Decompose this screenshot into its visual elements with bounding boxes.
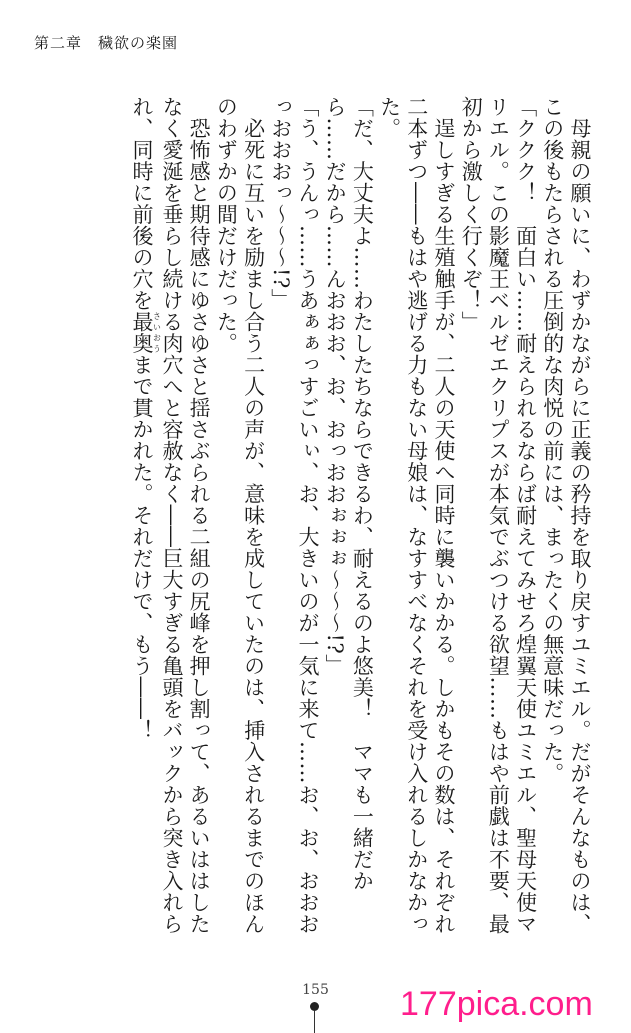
watermark-logo: 177pica.com <box>400 985 593 1023</box>
paragraph: 「ククク！ 面白い……耐えられるならば耐えてみせろ煌翼天使ユミエル、聖母天使マリエル。この影魔王ベルゼエクリプスが本気でぶつける欲望……もはや前戯は不要、最初から激しく行くぞ！」 <box>459 96 538 935</box>
paragraph: 母親の願いに、わずかながらに正義の矜持を取り戻すユミエル。だがそんなものは、この後もたらされる圧倒的な肉悦の前には、まったくの無意味だった。 <box>540 96 592 935</box>
chapter-header: 第二章 穢欲の楽園 <box>34 34 179 52</box>
paragraph: 必死に互いを励まし合う二人の声が、意味を成していたのは、挿入されるまでのほんのわずかの間だけだった。 <box>214 96 266 935</box>
page-marker-dot <box>310 1002 319 1011</box>
paragraph: 逞しすぎる生殖触手が、二人の天使へ同時に襲いかかる。しかもその数は、それぞれ二本ずつ――もはや逃げる力もない母娘は、なすすべなくそれを受け入れるしかなかった。 <box>377 96 456 935</box>
paragraph: 恐怖感と期待感にゆさゆさと揺さぶられる二組の尻峰を押し割って、あるいははしたなく愛涎を垂らし続ける肉穴へと容赦なく――巨大すぎる亀頭をバックから突き入れられ、同時に前後の穴を最奥さいおうまで貫かれた。それだけで、もう――！ <box>129 96 212 935</box>
paragraph: 「う、うんっ……うあぁぁっすごいぃ、お、大きいのが一気に来て……お、お、おおおっおおおっ〜〜〜!?」 <box>268 96 320 935</box>
paragraph: 「だ、大丈夫よ……わたしたちならできるわ、耐えるのよ悠美！ ママも一緒だから……だから……んおおお、お、おっおおぉぉぉ〜〜〜!?」 <box>323 96 375 892</box>
page-marker-line <box>314 1011 315 1033</box>
novel-body <box>33 96 593 946</box>
page-number: 155 <box>302 982 329 998</box>
ruby-annotation: 最奥さいおう <box>129 311 162 354</box>
